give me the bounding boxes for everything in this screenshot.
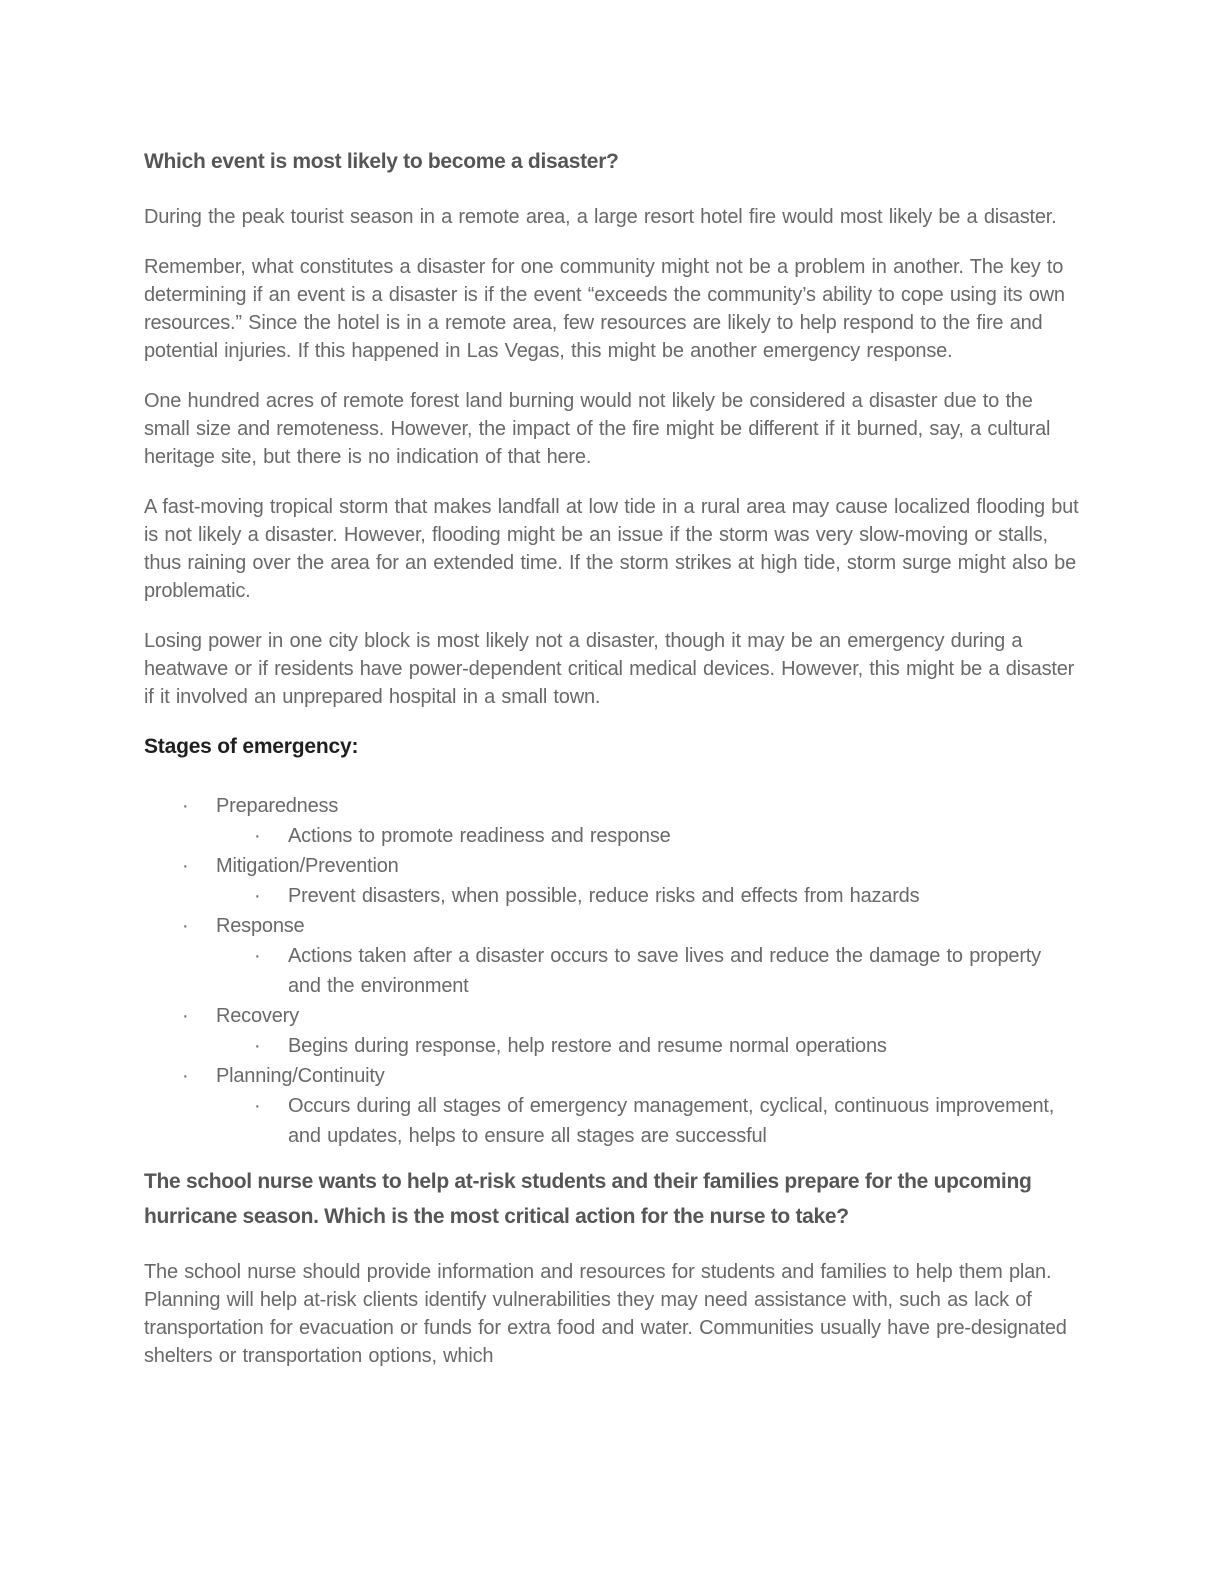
list-subitem-label: Begins during response, help restore and resume normal operations bbox=[288, 1035, 887, 1057]
document-content bbox=[144, 144, 1080, 1370]
paragraph-forest-fire: One hundred acres of remote forest land burning would not likely be considered a disaster due to the small size and remoteness. However, the impact of the fire might be different if it burned, say, a cultural heritage site, but there is no indication of that here. bbox=[144, 390, 1051, 468]
list-subitem-label: Actions to promote readiness and response bbox=[288, 825, 671, 847]
list-item-label: Planning/Continuity bbox=[216, 1065, 385, 1087]
paragraph-answer-disaster: During the peak tourist season in a remote area, a large resort hotel fire would most likely be a disaster. bbox=[144, 206, 1057, 228]
list-subitem-label: Actions taken after a disaster occurs to save lives and reduce the damage to property and the environment bbox=[288, 945, 1041, 997]
list-item-preparedness bbox=[144, 791, 1080, 821]
paragraph-power-loss: Losing power in one city block is most likely not a disaster, though it may be an emergency during a heatwave or if residents have power-dependent critical medical devices. However, this might be a disaster if it involved an unprepared hospital in a small town. bbox=[144, 630, 1075, 708]
stages-list bbox=[144, 791, 1080, 1151]
list-item-label: Mitigation/Prevention bbox=[216, 855, 399, 877]
list-subitem-preparedness bbox=[144, 821, 1080, 851]
list-item-response bbox=[144, 911, 1080, 941]
list-subitem-response bbox=[144, 941, 1080, 1001]
bullet-icon: · bbox=[254, 1095, 261, 1117]
bullet-icon: · bbox=[182, 915, 189, 937]
list-subitem-recovery bbox=[144, 1031, 1080, 1061]
bullet-icon: · bbox=[254, 1035, 261, 1057]
list-subitem-mitigation bbox=[144, 881, 1080, 911]
paragraph-tropical-storm: A fast-moving tropical storm that makes landfall at low tide in a rural area may cause localized flooding but is not likely a disaster. However, flooding might be an issue if the storm was very slow-moving or stalls, thus raining over the area for an extended time. If the storm strikes at high tide, storm surge might also be problematic. bbox=[144, 496, 1079, 602]
list-item-label: Recovery bbox=[216, 1005, 299, 1027]
list-item-label: Response bbox=[216, 915, 305, 937]
list-subitem-label: Prevent disasters, when possible, reduce risks and effects from hazards bbox=[288, 885, 920, 907]
question-heading-disaster: Which event is most likely to become a disaster? bbox=[144, 150, 619, 173]
paragraph-answer-school-nurse: The school nurse should provide information and resources for students and families to help them plan. Planning will help at-risk clients identify vulnerabilities they may need assistance with, such as lack of transportation for evacuation or funds for extra food and water. Communities usually have pre-designated shelters or transportation options, which bbox=[144, 1261, 1067, 1367]
list-item-mitigation bbox=[144, 851, 1080, 881]
paragraph-remember: Remember, what constitutes a disaster for one community might not be a problem in another. The key to determining if an event is a disaster is if the event “exceeds the community’s ability to cope using its own resources.” Since the hotel is in a remote area, few resources are likely to help respond to the fire and potential injuries. If this happened in Las Vegas, this might be another emergency response. bbox=[144, 256, 1065, 362]
list-item-recovery bbox=[144, 1001, 1080, 1031]
bullet-icon: · bbox=[254, 825, 261, 847]
bullet-icon: · bbox=[182, 1065, 189, 1087]
stages-of-emergency-heading: Stages of emergency: bbox=[144, 735, 359, 758]
list-item-label: Preparedness bbox=[216, 795, 339, 817]
question-heading-school-nurse: The school nurse wants to help at-risk students and their families prepare for the upcoming hurricane season. Which is the most critical action for the nurse to take? bbox=[144, 1170, 1032, 1228]
list-subitem-label: Occurs during all stages of emergency management, cyclical, continuous improvement, and updates, helps to ensure all stages are successful bbox=[288, 1095, 1055, 1147]
list-subitem-planning bbox=[144, 1091, 1080, 1151]
bullet-icon: · bbox=[182, 1005, 189, 1027]
bullet-icon: · bbox=[182, 855, 189, 877]
bullet-icon: · bbox=[254, 945, 261, 967]
bullet-icon: · bbox=[254, 885, 261, 907]
bullet-icon: · bbox=[182, 795, 189, 817]
list-item-planning bbox=[144, 1061, 1080, 1091]
